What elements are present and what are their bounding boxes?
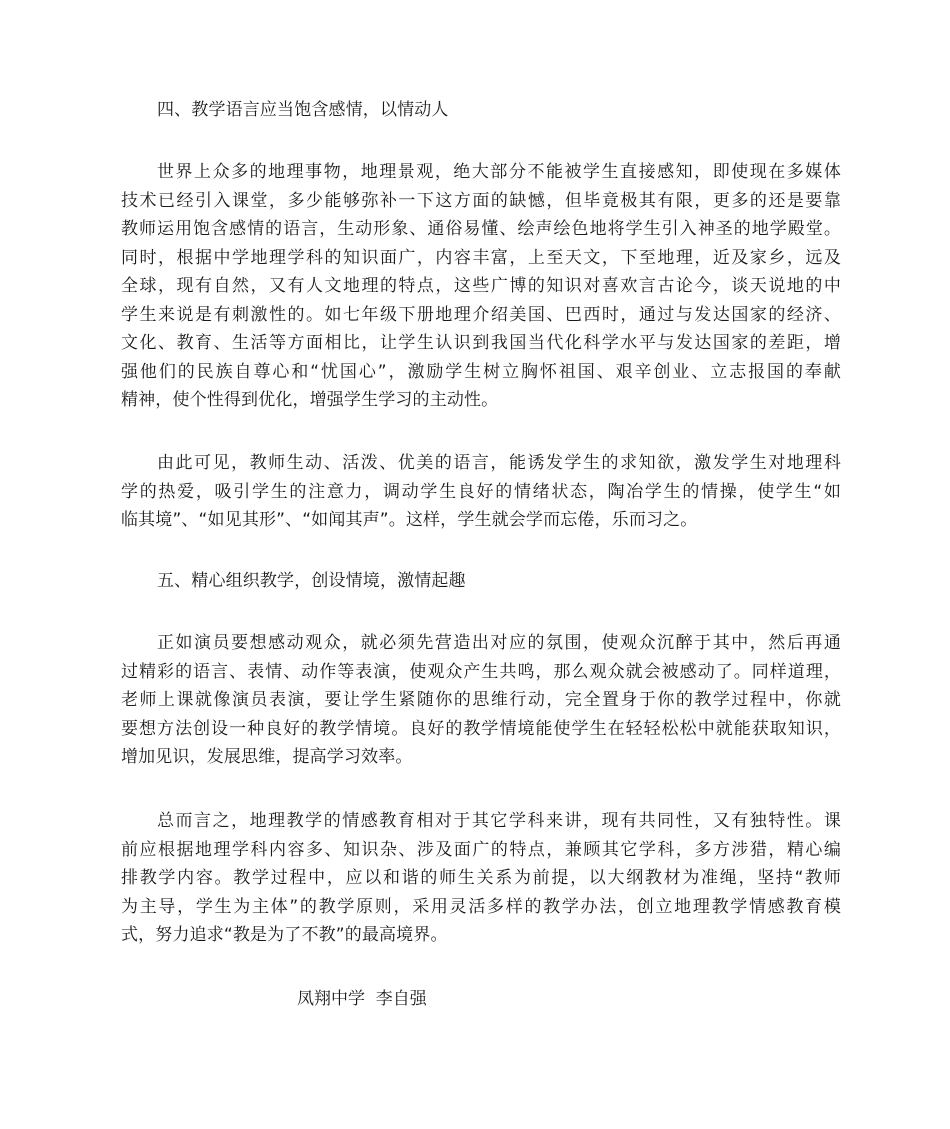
paragraph-line: 过精彩的语言、表情、动作等表演，使观众产生共鸣，那么观众就会被感动了。同样道理， [121, 661, 841, 682]
section-heading-5 [121, 567, 841, 596]
paragraph-line: 学生来说是有刺激性的。如七年级下册地理介绍美国、巴西时，通过与发达国家的经济、 [121, 304, 841, 325]
paragraph-line: 精神，使个性得到优化，增强学生学习的主动性。 [121, 390, 499, 410]
paragraph-line: 由此可见，教师生动、活泼、优美的语言，能诱发学生的求知欲，激发学生对地理科 [157, 453, 841, 473]
paragraph-line: 教师运用饱含感情的语言，生动形象、通俗易懂、绘声绘色地将学生引入神圣的地学殿堂。 [121, 219, 841, 239]
heading-text: 五、精心组织教学，创设情境，激情起趣 [157, 571, 466, 591]
paragraph-line: 排教学内容。教学过程中，应以和谐的师生关系为前提，以大纲教材为准绳，坚持“教师 [121, 868, 841, 888]
paragraph-4 [121, 807, 841, 950]
paragraph-line: 强他们的民族自尊心和“忧国心”，激励学生树立胸怀祖国、艰辛创业、立志报国的奉献 [121, 361, 841, 382]
heading-text: 四、教学语言应当饱含感情，以情动人 [157, 100, 449, 120]
paragraph-line: 式，努力追求“教是为了不教”的最高境界。 [121, 925, 448, 945]
paragraph-line: 技术已经引入课堂，多少能够弥补一下这方面的缺憾，但毕竟极其有限，更多的还是要靠 [121, 190, 841, 211]
paragraph-line: 正如演员要想感动观众，就必须先营造出对应的氛围，使观众沉醉于其中，然后再通 [157, 633, 841, 653]
paragraph-line: 同时，根据中学地理学科的知识面广，内容丰富，上至天文，下至地理，近及家乡，远及 [121, 247, 841, 268]
paragraph-line: 总而言之，地理教学的情感教育相对于其它学科来讲，现有共同性，又有独特性。课 [157, 811, 841, 831]
paragraph-line: 世界上众多的地理事物，地理景观，绝大部分不能被学生直接感知，即使现在多媒体 [157, 162, 841, 182]
paragraph-line: 增加见识，发展思维，提高学习效率。 [121, 747, 413, 767]
paragraph-line: 为主导，学生为主体”的教学原则，采用灵活多样的教学办法，创立地理教学情感教育模 [121, 896, 841, 917]
paragraph-line: 文化、教育、生活等方面相比，让学生认识到我国当代化科学水平与发达国家的差距，增 [121, 333, 841, 353]
paragraph-line: 学的热爱，吸引学生的注意力，调动学生良好的情绪状态，陶冶学生的情操，使学生“如 [121, 481, 841, 502]
paragraph-line: 全球，现有自然，又有人文地理的特点，这些广博的知识对喜欢言古论今，谈天说地的中 [121, 276, 841, 296]
paragraph-line: 要想方法创设一种良好的教学情境。良好的教学情境能使学生在轻轻松松中就能获取知识， [121, 718, 841, 739]
paragraph-2 [121, 449, 841, 535]
paragraph-line: 前应根据地理学科内容多、知识杂、涉及面广的特点，兼顾其它学科，多方涉猎，精心编 [121, 839, 841, 860]
author-signature: 凤翔中学 李自强 [297, 989, 427, 1009]
paragraph-3 [121, 629, 841, 772]
section-heading-4 [121, 96, 841, 125]
paragraph-1 [121, 158, 841, 415]
paragraph-line: 老师上课就像演员表演，要让学生紧随你的思维行动，完全置身于你的教学过程中，你就 [121, 690, 841, 710]
paragraph-line: 临其境”、“如见其形”、“如闻其声”。这样，学生就会学而忘倦，乐而习之。 [121, 510, 698, 530]
